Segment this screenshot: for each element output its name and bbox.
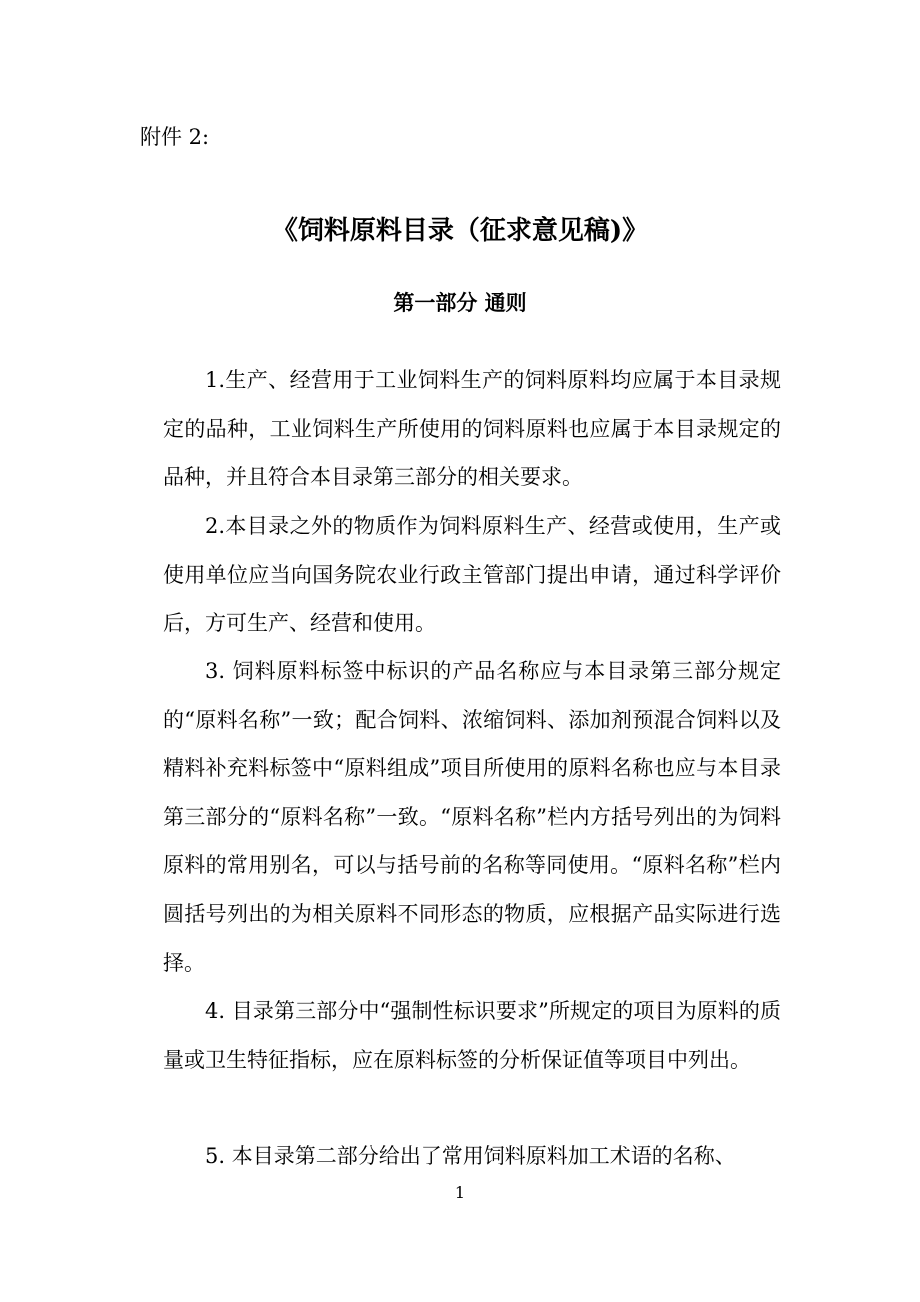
part-title: 第一部分 通则 — [393, 290, 527, 315]
paragraph-3: 3. 饲料原料标签中标识的产品名称应与本目录第三部分规定的“原料名称”一致；配合饲料、浓缩饲料、添加剂预混合饲料以及精料补充料标签中“原料组成”项目所使用的原料名称也应与本目录第三部分的“原料名称”一致。“原料名称”栏内方括号列出的为饲料原料的常用别名，可以与括号前的名称等同使用。“原料名称”栏内圆括号列出的为相关原料不同形态的物质，应根据产品实际进行选择。 — [163, 659, 781, 975]
document-title: 《饲料原料目录（征求意见稿)》 — [271, 216, 649, 246]
paragraph-4: 4. 目录第三部分中“强制性标识要求”所规定的项目为原料的质量或卫生特征指标，应在原料标签的分析保证值等项目中列出。 — [163, 999, 781, 1072]
paragraph-2: 2.本目录之外的物质作为饲料原料生产、经营或使用，生产或使用单位应当向国务院农业行政主管部门提出申请，通过科学评价后，方可生产、经营和使用。 — [163, 514, 781, 636]
paragraph-1: 1.生产、经营用于工业饲料生产的饲料原料均应属于本目录规定的品种，工业饲料生产所使用的饲料原料也应属于本目录规定的品种，并且符合本目录第三部分的相关要求。 — [163, 368, 781, 490]
paragraph-5: 5. 本目录第二部分给出了常用饲料原料加工术语的名称、 — [205, 1144, 736, 1168]
attachment-label: 附件 2: — [140, 125, 210, 149]
page-number: 1 — [454, 1183, 466, 1202]
